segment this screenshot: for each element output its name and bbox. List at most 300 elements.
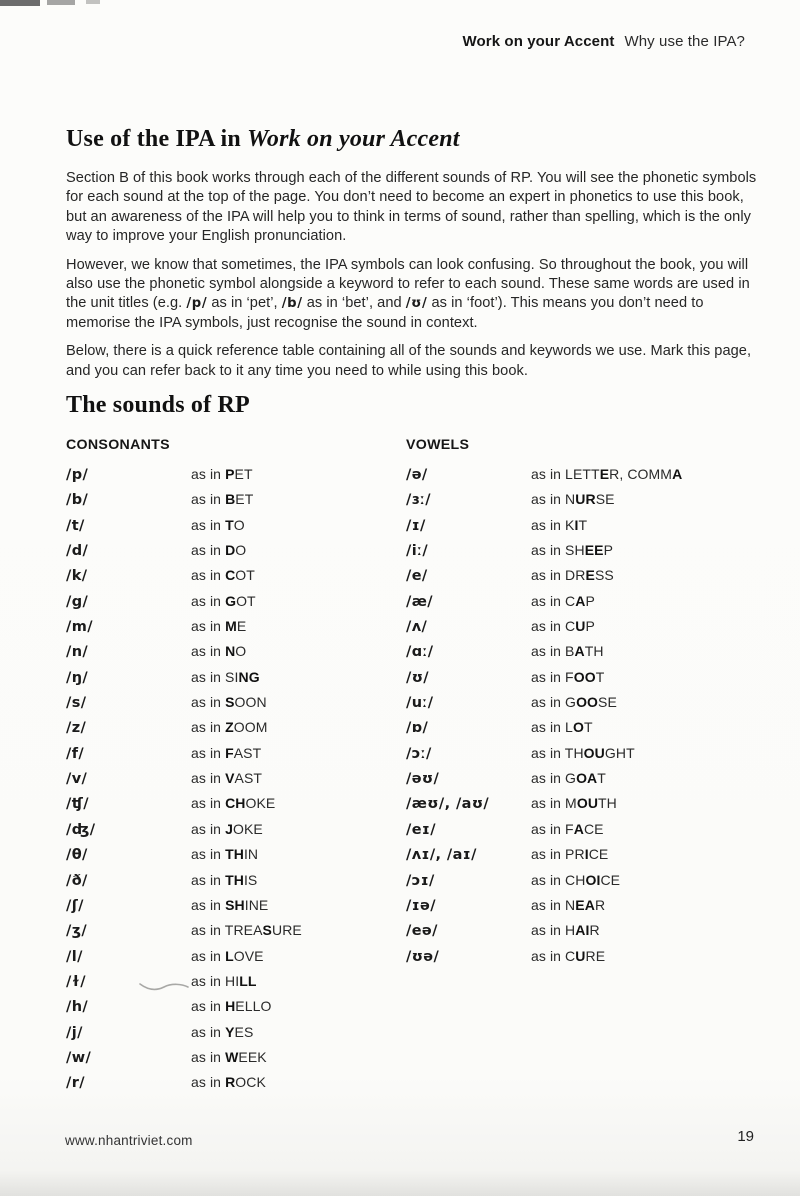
- intro-paragraphs: [66, 169, 760, 390]
- keyword-bold-letters: S: [225, 694, 235, 711]
- ipa-symbol: /ʊə/: [406, 948, 440, 965]
- ipa-symbol: /m/: [66, 619, 93, 636]
- ipa-symbol: /ʃ/: [66, 897, 84, 914]
- ipa-symbol: /ɫ/: [66, 973, 86, 990]
- keyword-bold-letters: T: [225, 516, 234, 533]
- keyword-text: CE: [583, 820, 604, 837]
- keyword-text: ELLO: [235, 998, 272, 1015]
- sound-row: [66, 872, 406, 897]
- sound-row: [406, 821, 755, 846]
- ipa-symbol: /ʧ/: [66, 796, 89, 813]
- sound-row: [66, 795, 406, 820]
- keyword: [531, 694, 617, 710]
- keyword-bold-letters: J: [225, 820, 233, 837]
- sound-row: [406, 466, 755, 491]
- keyword-text: as in: [191, 592, 226, 609]
- keyword-text: as in: [191, 542, 226, 559]
- keyword: [191, 948, 264, 964]
- keyword-bold-letters: U: [575, 947, 586, 964]
- keyword-text: as in: [191, 871, 226, 888]
- sound-row: [66, 1074, 406, 1099]
- keyword: [191, 1074, 266, 1090]
- publisher-url: www.nhantriviet.com: [65, 1133, 193, 1148]
- keyword-text: O: [233, 516, 245, 533]
- paragraph: [66, 342, 760, 381]
- ipa-symbol: /ɪ/: [406, 517, 426, 534]
- keyword-text: AST: [234, 770, 263, 787]
- text-run: Below, there is a quick reference table containing all of the sounds and keywords we use. Mark this page, and you can refer back to it any time you need to while using this book.: [66, 343, 752, 379]
- keyword-bold-letters: O: [572, 719, 584, 736]
- heading-prefix: Use of the IPA in: [66, 126, 248, 152]
- keyword: [191, 1049, 267, 1065]
- keyword: [191, 745, 261, 761]
- sound-row: [66, 998, 406, 1023]
- keyword-text: E: [236, 618, 247, 635]
- sound-row: [406, 491, 755, 516]
- keyword-text: OT: [235, 567, 255, 584]
- sound-row: [66, 948, 406, 973]
- keyword-text: OOM: [233, 719, 268, 736]
- text-run: as in ‘foot’). This means you don’t need to memorise the IPA symbols, just recognise the sound in context.: [66, 295, 704, 331]
- sound-row: [66, 770, 406, 795]
- keyword: [531, 466, 682, 482]
- keyword-text: as in DR: [531, 567, 586, 584]
- sound-row: [66, 973, 406, 998]
- keyword-text: P: [603, 542, 614, 559]
- running-header-subtitle: Why use the IPA?: [624, 33, 745, 50]
- keyword: [191, 643, 246, 659]
- text-run: However, we know that sometimes, the IPA symbols can look confusing. So throughout the book, you will also use the phonetic symbol alongside a keyword to refer to each sound. These same words are used in the unit titles (e.g.: [66, 256, 750, 312]
- keyword: [531, 872, 620, 888]
- keyword-text: INE: [244, 896, 269, 913]
- keyword: [191, 669, 260, 685]
- keyword-text: URE: [272, 922, 302, 939]
- keyword-text: T: [597, 770, 606, 787]
- sound-row: [66, 846, 406, 871]
- keyword-text: as in CH: [531, 871, 586, 888]
- keyword: [191, 897, 268, 913]
- keyword-bold-letters: F: [225, 744, 234, 761]
- keyword-text: O: [235, 643, 247, 660]
- sounds-of-rp-table: [66, 437, 755, 1100]
- keyword-text: as in: [191, 744, 226, 761]
- page-number: 19: [737, 1128, 754, 1145]
- keyword: [531, 593, 595, 609]
- sound-row: [406, 669, 755, 694]
- keyword-text: SE: [598, 694, 617, 711]
- keyword: [191, 872, 257, 888]
- keyword-text: ES: [234, 1023, 254, 1040]
- keyword: [531, 542, 613, 558]
- keyword-text: as in: [191, 567, 226, 584]
- keyword-text: R: [594, 896, 606, 913]
- sound-row: [66, 618, 406, 643]
- keyword-text: SS: [594, 567, 614, 584]
- keyword-text: OVE: [233, 947, 264, 964]
- keyword-text: ET: [235, 491, 254, 508]
- keyword-bold-letters: C: [225, 567, 236, 584]
- ipa-symbol: /iː/: [406, 543, 429, 560]
- keyword-bold-letters: U: [575, 618, 586, 635]
- text-run: as in ‘bet’, and: [302, 295, 406, 312]
- keyword: [191, 593, 256, 609]
- keyword-text: as in N: [531, 896, 576, 913]
- keyword-bold-letters: H: [225, 998, 236, 1015]
- keyword: [531, 897, 605, 913]
- sound-row: [66, 491, 406, 516]
- keyword-bold-letters: SH: [225, 896, 245, 913]
- keyword-bold-letters: V: [225, 770, 235, 787]
- ipa-symbol: /ɪə/: [406, 897, 436, 914]
- keyword-text: as in PR: [531, 846, 585, 863]
- keyword: [531, 795, 617, 811]
- keyword: [191, 719, 267, 735]
- running-header-title: Work on your Accent: [462, 33, 615, 50]
- keyword: [191, 973, 257, 989]
- sound-row: [406, 542, 755, 567]
- ipa-symbol: /g/: [66, 593, 89, 610]
- ipa-symbol: /f/: [66, 745, 85, 762]
- keyword-text: EEK: [238, 1048, 267, 1065]
- sound-row: [66, 567, 406, 592]
- keyword-bold-letters: G: [225, 592, 237, 609]
- ipa-symbol: /l/: [66, 948, 83, 965]
- keyword-text: as in: [191, 770, 226, 787]
- keyword-bold-letters: Y: [225, 1023, 235, 1040]
- keyword-text: as in LETT: [531, 466, 600, 482]
- keyword-text: as in H: [531, 922, 576, 939]
- keyword-bold-letters: TH: [225, 846, 244, 863]
- sound-row: [406, 694, 755, 719]
- ipa-symbol: /k/: [66, 568, 88, 585]
- keyword-bold-letters: E: [585, 567, 595, 584]
- ipa-symbol: /e/: [406, 568, 428, 585]
- keyword: [531, 745, 635, 761]
- ipa-symbol: /æ/: [406, 593, 433, 610]
- keyword-text: P: [585, 618, 595, 635]
- keyword-text: as in F: [531, 668, 574, 685]
- sound-row: [406, 770, 755, 795]
- keyword-text: as in: [191, 618, 226, 635]
- keyword-text: as in: [191, 491, 226, 508]
- sound-row: [406, 897, 755, 922]
- keyword: [531, 491, 615, 507]
- keyword-bold-letters: S: [262, 922, 272, 939]
- sound-row: [406, 922, 755, 947]
- keyword-text: as in: [191, 719, 226, 736]
- keyword-text: as in: [191, 1023, 226, 1040]
- ipa-symbol: /b/: [66, 492, 89, 509]
- scan-shadow: [0, 1170, 800, 1196]
- keyword-bold-letters: E: [599, 466, 610, 482]
- keyword-bold-letters: OU: [583, 744, 605, 761]
- sound-row: [406, 517, 755, 542]
- keyword-text: P: [585, 592, 595, 609]
- keyword-bold-letters: I: [584, 846, 589, 863]
- keyword: [191, 1024, 253, 1040]
- ipa-symbol: /p/: [66, 467, 89, 483]
- keyword: [191, 795, 275, 811]
- sound-row: [66, 745, 406, 770]
- keyword-text: CE: [600, 871, 621, 888]
- paragraph: [66, 256, 760, 334]
- sound-row: [406, 795, 755, 820]
- ipa-symbol: /t/: [66, 517, 85, 534]
- sound-row: [406, 872, 755, 897]
- text-run: as in ‘pet’,: [207, 295, 282, 312]
- ipa-symbol: /ɜː/: [406, 492, 431, 509]
- keyword-text: as in L: [531, 719, 573, 736]
- ipa-symbol: /ə/: [406, 467, 428, 483]
- section-heading-use-of-ipa: [66, 126, 460, 153]
- keyword-bold-letters: CH: [225, 795, 246, 812]
- keyword: [191, 846, 258, 862]
- keyword-text: OKE: [232, 820, 263, 837]
- ipa-symbol: /ʌ/: [406, 619, 428, 636]
- ipa-symbol: /ɑː/: [406, 644, 434, 661]
- keyword-bold-letters: LL: [239, 972, 257, 989]
- keyword-text: as in: [191, 998, 226, 1015]
- sound-row: [406, 948, 755, 973]
- keyword-text: AST: [233, 744, 262, 761]
- keyword-text: CE: [588, 846, 609, 863]
- text-run: Section B of this book works through each of the different sounds of RP. You will see the phonetic symbols for each sound at the top of the page. You don’t need to become an expert in phonetics to use this book, but an awareness of the IPA will help you to think in terms of sound, rather than spelling, which is the only way to improve your English pronunciation.: [66, 170, 757, 245]
- keyword-bold-letters: D: [225, 542, 236, 559]
- sound-row: [66, 1049, 406, 1074]
- ipa-symbol: /eə/: [406, 923, 438, 940]
- keyword-bold-letters: EA: [575, 896, 595, 913]
- keyword-text: IN: [243, 846, 259, 863]
- keyword-text: as in: [191, 846, 226, 863]
- keyword-text: ET: [234, 466, 253, 482]
- sound-row: [66, 669, 406, 694]
- ipa-symbol: /n/: [66, 644, 89, 661]
- ipa-symbol: /eɪ/: [406, 821, 436, 838]
- ipa-symbol: /ʌɪ/, /aɪ/: [406, 847, 477, 864]
- ipa-symbol: /ʤ/: [66, 821, 96, 838]
- keyword-bold-letters: UR: [575, 491, 596, 508]
- keyword: [531, 719, 593, 735]
- keyword-text: GHT: [604, 744, 635, 761]
- vowels-rows: [406, 466, 755, 973]
- keyword: [191, 922, 302, 938]
- keyword-text: OON: [234, 694, 267, 711]
- keyword: [531, 643, 604, 659]
- keyword-bold-letters: OU: [576, 795, 599, 812]
- keyword-bold-letters: Z: [225, 719, 234, 736]
- keyword-text: as in HI: [191, 972, 240, 989]
- keyword-text: T: [595, 668, 605, 685]
- sound-row: [66, 542, 406, 567]
- sound-row: [66, 1024, 406, 1049]
- sound-row: [66, 517, 406, 542]
- keyword-text: T: [578, 516, 588, 533]
- keyword-text: O: [235, 542, 247, 559]
- sound-row: [406, 593, 755, 618]
- keyword: [191, 567, 255, 583]
- sound-row: [66, 643, 406, 668]
- ipa-symbol: /uː/: [406, 695, 434, 712]
- keyword-text: as in: [191, 795, 226, 812]
- keyword: [191, 491, 253, 507]
- keyword-text: as in SH: [531, 542, 585, 559]
- keyword-text: as in: [191, 896, 226, 913]
- keyword-bold-letters: I: [574, 516, 579, 533]
- ipa-symbol: /s/: [66, 695, 87, 712]
- ipa-symbol: /z/: [66, 720, 87, 737]
- keyword-text: as in: [191, 694, 226, 711]
- keyword-bold-letters: A: [672, 466, 683, 482]
- ipa-symbol: /v/: [66, 771, 88, 788]
- keyword: [191, 517, 245, 533]
- ipa-symbol-inline: /p/: [186, 296, 208, 312]
- keyword-text: TH: [598, 795, 617, 812]
- keyword-bold-letters: OI: [585, 871, 601, 888]
- ipa-symbol: /æʊ/, /aʊ/: [406, 796, 490, 813]
- ipa-symbol: /ɔː/: [406, 745, 432, 762]
- keyword-bold-letters: EE: [584, 542, 604, 559]
- keyword: [191, 694, 267, 710]
- ipa-symbol-inline: /b/: [281, 296, 303, 312]
- ipa-symbol: /w/: [66, 1049, 92, 1066]
- keyword-text: as in TREA: [191, 922, 263, 939]
- keyword-text: as in C: [531, 592, 576, 609]
- keyword-bold-letters: A: [574, 643, 585, 660]
- keyword-bold-letters: M: [225, 618, 237, 635]
- keyword: [531, 669, 604, 685]
- sound-row: [66, 821, 406, 846]
- keyword-text: as in C: [531, 618, 576, 635]
- keyword: [191, 998, 271, 1014]
- ipa-symbol-inline: /ʊ/: [405, 296, 428, 312]
- ipa-symbol: /j/: [66, 1024, 83, 1041]
- keyword: [191, 466, 253, 482]
- keyword-bold-letters: W: [225, 1048, 239, 1065]
- keyword-text: TH: [584, 643, 604, 660]
- keyword-text: as in K: [531, 516, 575, 533]
- keyword: [531, 846, 608, 862]
- keyword-text: SE: [595, 491, 615, 508]
- keyword-text: as in F: [531, 820, 574, 837]
- paragraph: [66, 169, 760, 247]
- sound-row: [66, 593, 406, 618]
- keyword-text: as in SI: [191, 668, 239, 685]
- keyword-bold-letters: AI: [575, 922, 590, 939]
- ipa-symbol: /d/: [66, 543, 89, 560]
- keyword-bold-letters: L: [225, 947, 234, 964]
- keyword: [531, 770, 606, 786]
- keyword-text: as in TH: [531, 744, 584, 761]
- keyword-bold-letters: N: [225, 643, 236, 660]
- ipa-symbol: /ɔɪ/: [406, 872, 435, 889]
- sound-row: [66, 466, 406, 491]
- keyword-bold-letters: OA: [576, 770, 598, 787]
- keyword-text: as in B: [531, 643, 575, 660]
- keyword-bold-letters: R: [225, 1074, 236, 1091]
- keyword: [191, 618, 246, 634]
- ipa-symbol: /r/: [66, 1075, 85, 1092]
- sound-row: [66, 922, 406, 947]
- ipa-symbol: /ð/: [66, 872, 88, 889]
- keyword-text: as in: [191, 820, 226, 837]
- keyword: [531, 567, 614, 583]
- keyword-text: as in: [191, 947, 226, 964]
- keyword-text: as in: [191, 466, 226, 482]
- sound-row: [66, 719, 406, 744]
- vowels-column-header: VOWELS: [406, 437, 470, 453]
- keyword-bold-letters: P: [225, 466, 235, 482]
- keyword-bold-letters: TH: [225, 871, 244, 888]
- keyword-text: OT: [236, 592, 256, 609]
- keyword-text: RE: [585, 947, 606, 964]
- sound-row: [406, 719, 755, 744]
- keyword-text: as in: [191, 643, 226, 660]
- keyword-text: as in N: [531, 491, 576, 508]
- consonants-column-header: CONSONANTS: [66, 437, 170, 453]
- keyword-text: OKE: [245, 795, 276, 812]
- sound-row: [406, 643, 755, 668]
- keyword: [531, 821, 604, 837]
- ipa-symbol: /ɒ/: [406, 720, 429, 737]
- keyword-bold-letters: OO: [573, 668, 596, 685]
- keyword-text: as in: [191, 1074, 226, 1091]
- section-heading-sounds-of-rp: The sounds of RP: [66, 392, 250, 418]
- keyword-text: T: [583, 719, 593, 736]
- ipa-symbol: /h/: [66, 999, 89, 1016]
- keyword-text: as in G: [531, 694, 577, 711]
- scan-artifact: [0, 0, 40, 6]
- sound-row: [66, 897, 406, 922]
- keyword-text: as in: [191, 1048, 226, 1065]
- keyword: [191, 821, 263, 837]
- consonants-column: [66, 437, 406, 1100]
- keyword-text: as in C: [531, 947, 576, 964]
- keyword-bold-letters: B: [225, 491, 236, 508]
- running-header: [463, 33, 745, 50]
- consonants-rows: [66, 466, 406, 1100]
- ipa-symbol: /ŋ/: [66, 669, 89, 686]
- ipa-symbol: /ʒ/: [66, 923, 88, 940]
- keyword-bold-letters: OO: [576, 694, 599, 711]
- ipa-symbol: /əʊ/: [406, 771, 440, 788]
- sound-row: [406, 745, 755, 770]
- sound-row: [406, 846, 755, 871]
- keyword: [531, 948, 605, 964]
- keyword: [531, 517, 587, 533]
- scan-artifact: [47, 0, 75, 5]
- ipa-symbol: /ʊ/: [406, 669, 429, 686]
- keyword: [531, 618, 595, 634]
- keyword-text: IS: [243, 871, 258, 888]
- vowels-column: [406, 437, 755, 1100]
- keyword-text: R, COMM: [609, 466, 673, 482]
- keyword-text: OCK: [235, 1074, 266, 1091]
- keyword-bold-letters: A: [573, 820, 584, 837]
- sound-row: [406, 567, 755, 592]
- keyword-text: as in: [191, 516, 226, 533]
- keyword-bold-letters: NG: [238, 668, 260, 685]
- keyword-bold-letters: A: [575, 592, 586, 609]
- keyword-text: as in G: [531, 770, 577, 787]
- keyword-text: R: [589, 922, 600, 939]
- heading-book-title-italic: Work on your Accent: [247, 126, 460, 152]
- keyword-text: as in M: [531, 795, 577, 812]
- keyword: [531, 922, 600, 938]
- pencil-mark-artifact: [138, 978, 190, 994]
- sound-row: [406, 618, 755, 643]
- keyword: [191, 542, 246, 558]
- keyword: [191, 770, 262, 786]
